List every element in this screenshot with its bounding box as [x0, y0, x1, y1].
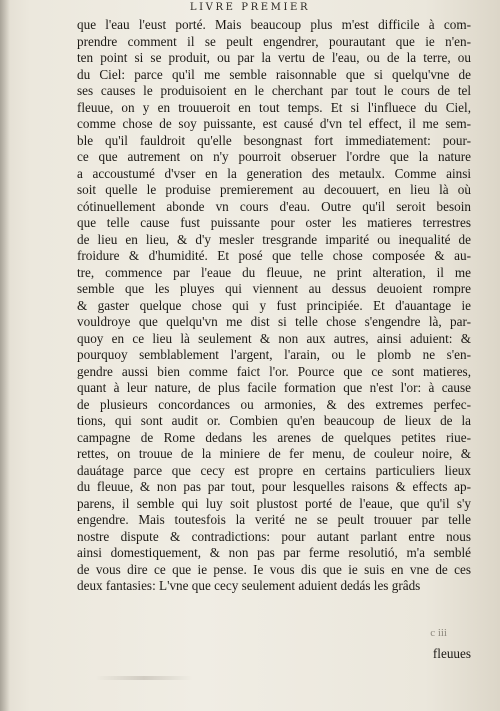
- text-line: vouldroye que quelqu'vn me dist si telle chose s'engendre là, par-: [77, 314, 471, 329]
- text-line: cótinuellement abonde vn cours d'eau. Outre qu'il seroit besoin: [77, 198, 471, 214]
- text-line: ainsi domestiquement, & non pas par ferme resolutió, m'a semblé: [77, 545, 471, 560]
- running-head: LIVRE PREMIER: [189, 2, 311, 13]
- text-line: pourquoy semblablement l'argent, l'arain, ou le plomb ne s'en-: [77, 347, 471, 362]
- text-line: ses causes le produisoient en le cherchant par tout le cours de tel: [77, 83, 471, 98]
- text-line: ten point si se produit, ou par la vertu de l'eau, ou de la terre, ou: [77, 50, 471, 65]
- text-line: semble que les pluyes qui viennent au dessus deuoient rompre: [77, 281, 471, 296]
- signature-mark: c iii: [430, 627, 447, 639]
- text-line: que l'eau l'eust porté. Mais beaucoup plus m'est difficile à com-: [77, 17, 471, 32]
- text-line: nostre dispute & contradictions: pour autant parlant entre nous: [77, 528, 471, 544]
- body-text: [77, 17, 471, 595]
- text-line: de lieu en lieu, & d'y mesler tresgrande imparité ou inequalité de: [77, 231, 471, 247]
- catchword: fleuues: [432, 646, 471, 661]
- text-line: a accoustumé d'vser en la generation des metaulx. Comme ainsi: [77, 165, 471, 181]
- text-line: que telle cause fust puissante pour oster les matieres terrestres: [77, 215, 471, 230]
- text-line: engendre. Mais toutesfois la verité ne se peult trouuer par telle: [77, 512, 471, 527]
- text-line: froidure & d'humidité. Et posé que telle chose composée & au-: [77, 248, 471, 263]
- text-line: de plusieurs concordances ou armonies, & des extremes perfec-: [77, 396, 471, 412]
- text-line: prendre comment il se peult engendrer, pourautant que ie n'en-: [77, 33, 471, 49]
- text-line: de vous dire ce que ie pense. Ie vous dis que ie suis en vne de ces: [77, 561, 471, 577]
- text-line: rettes, on trouue de la miniere de fer menu, de couleur noire, &: [77, 446, 471, 461]
- ink-bleed-mark: [96, 676, 192, 680]
- text-line: fleuue, on y en trouueroit en tout temps. Et si l'influece du Ciel,: [77, 99, 471, 115]
- text-line: tions, qui sont audit or. Combien qu'en beaucoup de lieux de la: [77, 413, 471, 428]
- text-line: & gaster quelque chose qui y fust principiée. Et d'auantage ie: [77, 297, 471, 313]
- text-line: comme chose de soy puissante, est causé d'vn tel effect, il me sem-: [77, 116, 471, 131]
- text-line: deux fantasies: L'vne que cecy seulement aduient dedás les grâds: [77, 578, 421, 593]
- gutter-shadow: [0, 0, 10, 711]
- text-line: tre, commence par l'eaue du fleuue, ne print alteration, il me: [77, 264, 471, 280]
- text-line: soit quelle le produise premierement au decouuert, en lieu là où: [77, 182, 471, 197]
- text-line: ce que autrement on n'y pourroit obseruer l'ordre que la nature: [77, 149, 471, 164]
- text-line: du Ciel: parce qu'il me semble raisonnable que si quelqu'vne de: [77, 66, 471, 82]
- text-line: campagne de Rome dedans les arenes de quelques petites riue-: [77, 429, 471, 445]
- text-line: quant à leur nature, de plus facile formation que n'est l'or: à cause: [77, 380, 471, 395]
- text-line: gendre aussi bien comme faict l'or. Pource que ce sont matieres,: [77, 363, 471, 379]
- text-line: dauátage parce que cecy est propre en certains particuliers lieux: [77, 462, 471, 478]
- text-line: ble qu'il fauldroit qu'elle besongnast fort immediatement: pour-: [77, 132, 471, 148]
- text-line: parens, il semble qui luy soit plustost porté de l'eaue, que qu'il s'y: [77, 495, 471, 511]
- text-line: du fleuue, & non pas par tout, pour lesquelles raisons & effects ap-: [77, 479, 471, 494]
- signature-row: [77, 627, 471, 647]
- text-line: quoy en ce lieu là seulement & non aux autres, ainsi aduient: &: [77, 330, 471, 346]
